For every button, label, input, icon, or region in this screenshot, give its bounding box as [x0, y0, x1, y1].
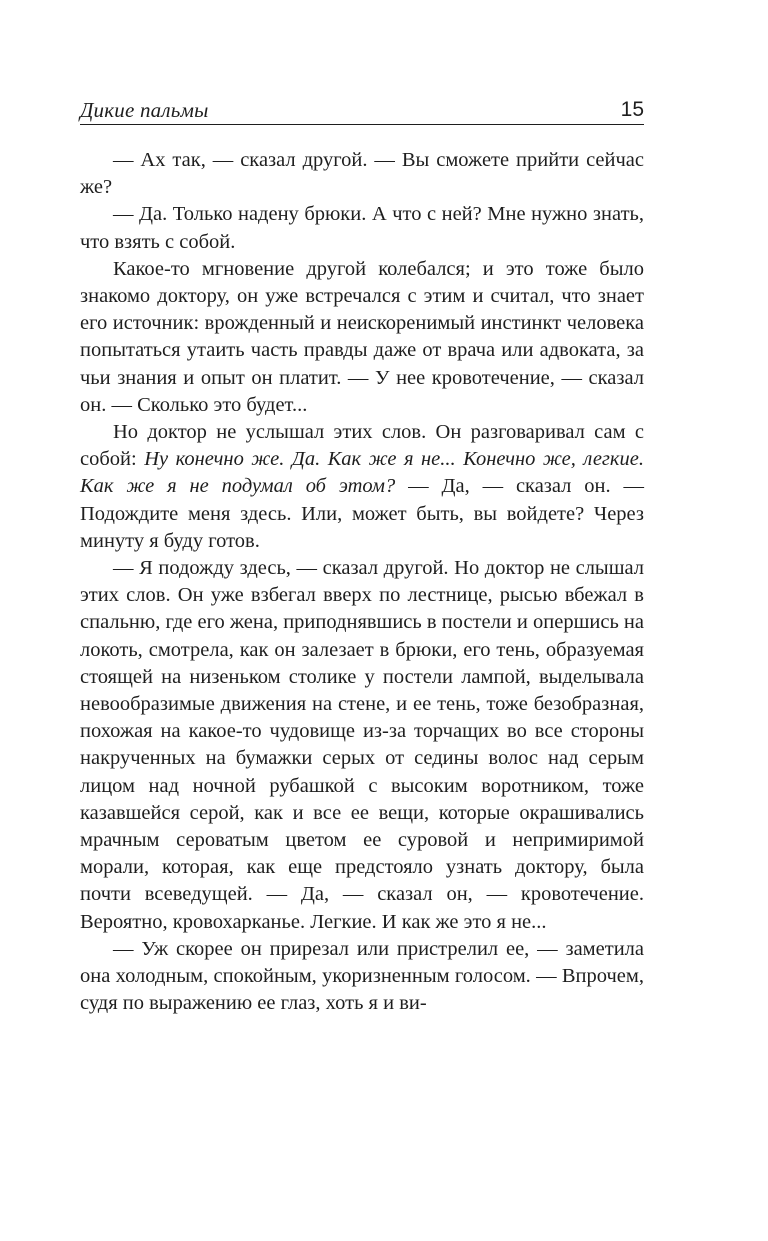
book-page — [80, 96, 644, 1018]
paragraph-2: — Да. Только надену брюки. А что с ней? Мне нужно знать, что взять с собой. — [80, 203, 644, 253]
body-text — [80, 147, 644, 1018]
page-number: 15 — [620, 98, 644, 121]
paragraph-6: — Уж скорее он прирезал или пристрелил ее, — заметила она холодным, спокойным, укоризненным голосом. — Впрочем, судя по выражению ее глаз, хоть я и ви- — [80, 937, 644, 1015]
paragraph-1: — Ах так, — сказал другой. — Вы сможете прийти сейчас же? — [80, 149, 644, 199]
paragraph-4 — [80, 419, 644, 555]
paragraph-5: — Я подожду здесь, — сказал другой. Но доктор не слышал этих слов. Он уже взбегал вверх по лестнице, рысью вбежал в спальню, где его жена, приподнявшись в постели и опершись на локоть, смотрела, как он залезает в брюки, его тень, образуемая стоящей на низеньком столике у постели лампой, выделывала невообразимые движения на стене, и ее тень, тоже безобразная, похожая на какое-то чудовище из-за торчащих во все стороны накрученных на бумажки серых от седины волос над серым лицом над ночной рубашкой с высоким воротником, тоже казавшейся серой, как и все ее вещи, которые окрашивались мрачным сероватым цветом ее суровой и непримиримой морали, которая, как еще предстояло узнать доктору, была почти всеведущей. — Да, — сказал он, — кровотечение. Вероятно, кровохарканье. Легкие. И как же это я не... — [80, 557, 644, 933]
paragraph-4-italic-thought: Ну конечно же. Да. Как же я не... Конечно же, легкие. Как же я не подумал об этом? — [80, 448, 644, 498]
paragraph-4-after: — Да, — сказал он. — Подождите меня здесь. Или, может быть, вы войдете? Через минуту я буду готов. — [80, 475, 644, 552]
running-header — [80, 96, 644, 125]
paragraph-3: Какое-то мгновение другой колебался; и это тоже было знакомо доктору, он уже встречался с этим и считал, что знает его источник: врожденный и неискоренимый инстинкт человека попытаться утаить часть правды даже от врача или адвоката, за чьи знания и опыт он платит. — У нее кровотечение, — сказал он. — Сколько это будет... — [80, 257, 644, 416]
running-title: Дикие пальмы — [80, 98, 209, 122]
paragraph-4-before: Но доктор не услышал этих слов. Он разговаривал сам с собой: — [80, 421, 644, 471]
